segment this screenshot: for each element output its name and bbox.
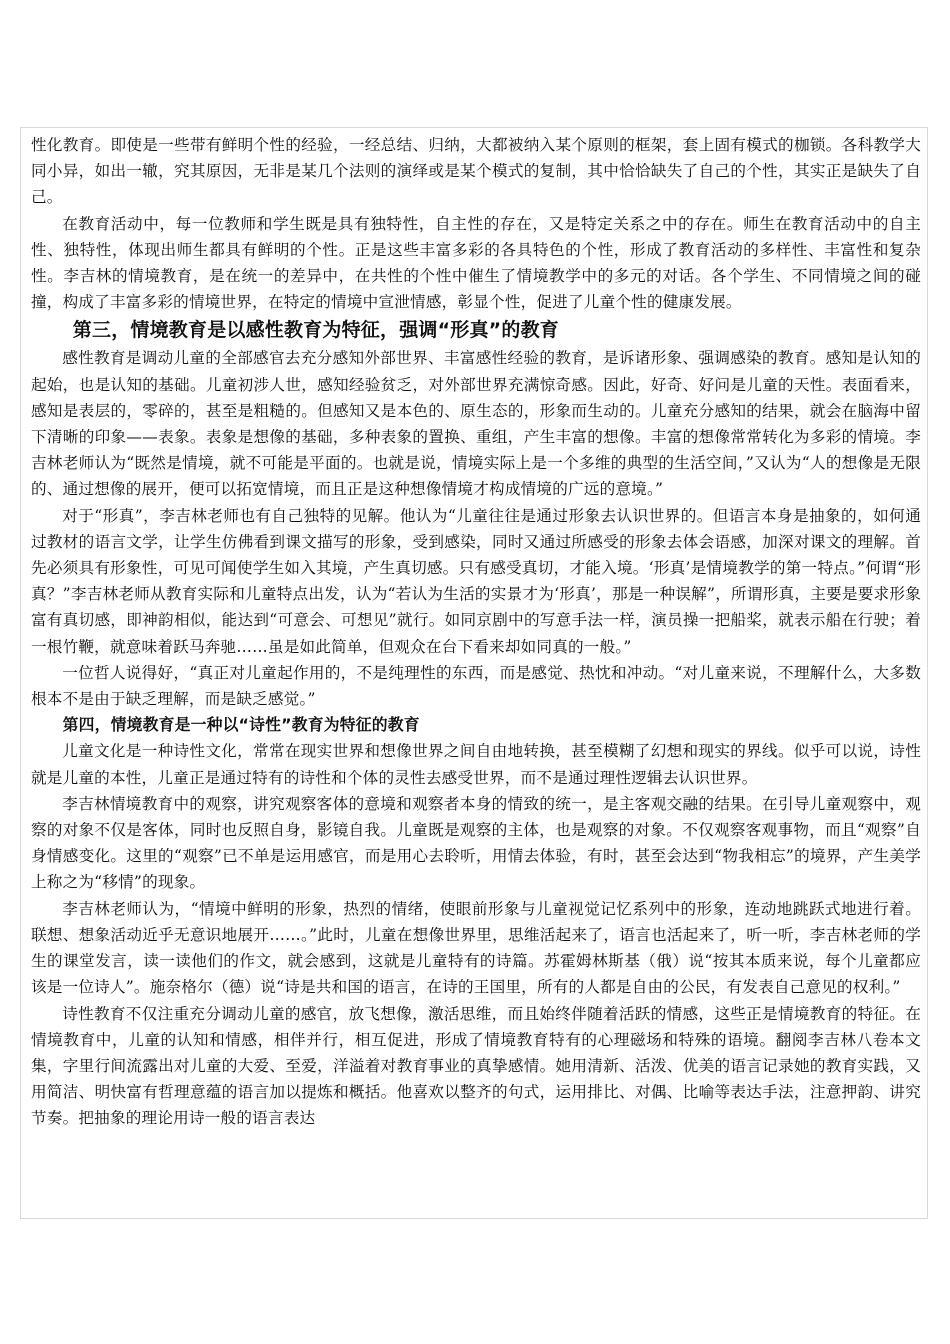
paragraph: 对于“形真”，李吉林老师也有自己独特的见解。他认为“儿童往往是通过形象去认识世界的。但语言本身是抽象的，如何通过教材的语言文学，让学生仿佛看到课文描写的形象，受到感染，同时又通过所感受的形象去体会语感，加深对课文的理解。首先必须具有形象性，可见可闻使学生如入其境，产生真切感。只有感受真切，才能入境。‘形真’是情境教学的第一特点。”何谓“形真？”李吉林老师从教育实际和儿童特点出发，认为“若认为生活的实景才为‘形真’，那是一种误解”，所谓形真，主要是要求形象富有真切感，即神韵相似，能达到“可意会、可想见”就行。如同京剧中的写意手法一样，演员操一把船桨，就表示船在行驶；着一根竹鞭，就意味着跃马奔驰……虽是如此简单，但观众在台下看来却如同真的一般。” [31, 506, 921, 656]
paragraph: 感性教育是调动儿童的全部感官去充分感知外部世界、丰富感性经验的教育，是诉诸形象、强调感染的教育。感知是认知的起始，也是认知的基础。儿童初涉人世，感知经验贫乏，对外部世界充满惊奇感。因此，好奇、好问是儿童的天性。表面看来，感知是表层的，零碎的，甚至是粗糙的。但感知又是本色的、原生态的，形象而生动的。儿童充分感知的结果，就会在脑海中留下清晰的印象——表象。表象是想像的基础，多种表象的置换、重组，产生丰富的想像。丰富的想像常常转化为多彩的情境。李吉林老师认为“既然是情境，就不可能是平面的。也就是说，情境实际上是一个多维的典型的生活空间，”又认为“人的想像是无限的、通过想像的展开，便可以拓宽情境，而且正是这种想像情境才构成情境的广远的意境。” [31, 349, 921, 499]
section-heading-third: 第三，情境教育是以感性教育为特征，强调“形真”的教育 [72, 319, 559, 342]
paragraph: 在教育活动中，每一位教师和学生既是具有独特性，自主性的存在，又是特定关系之中的存在。师生在教育活动中的自主性、独特性，体现出师生都具有鲜明的个性。正是这些丰富多彩的各具特色的个性，形成了教育活动的多样性、丰富性和复杂性。李吉林的情境教育，是在统一的差异中，在共性的个性中催生了情境教学中的多元的对话。各个学生、不同情境之间的碰撞，构成了丰富多彩的情境世界，在特定的情境中宣泄情感，彰显个性，促进了儿童个性的健康发展。 [31, 214, 921, 312]
document-body [31, 132, 921, 1132]
section-heading-fourth: 第四，情境教育是一种以“诗性”教育为特征的教育 [62, 715, 420, 735]
paragraph: 儿童文化是一种诗性文化，常常在现实世界和想像世界之间自由地转换，甚至模糊了幻想和现实的界线。似乎可以说，诗性就是儿童的本性，儿童正是通过特有的诗性和个体的灵性去感受世界，而不是通过理性逻辑去认识世界。 [31, 742, 921, 787]
paragraph: 一位哲人说得好，“真正对儿童起作用的，不是纯理性的东西，而是感觉、热忱和冲动。“对儿童来说，不理解什么，大多数根本不是由于缺乏理解，而是缺乏感觉。” [31, 663, 921, 709]
paragraph: 诗性教育不仅注重充分调动儿童的感官，放飞想像，激活思维，而且始终伴随着活跃的情感，这些正是情境教育的特征。在情境教育中，儿童的认知和情感，相伴并行，相互促进，形成了情境教育特有的心理磁场和特殊的语境。翻阅李吉林八卷本文集，字里行间流露出对儿童的大爱、至爱，洋溢着对教育事业的真挚感情。她用清新、活泼、优美的语言记录她的教育实践，又用简洁、明快富有哲理意蕴的语言加以提炼和概括。他喜欢以整齐的句式，运用排比、对偶、比喻等表达手法，注意押韵、讲究节奏。把抽象的理论用诗一般的语言表达 [31, 1004, 921, 1128]
paragraph-continuation: 性化教育。即使是一些带有鲜明个性的经验，一经总结、归纳，大都被纳入某个原则的框架，套上固有模式的枷锁。各科教学大同小异，如出一辙，究其原因，无非是某几个法则的演绎或是某个模式的复制，其中恰恰缺失了自己的个性，其实正是缺失了自己。 [31, 136, 921, 207]
paragraph: 李吉林老师认为，“情境中鲜明的形象，热烈的情绪，使眼前形象与儿童视觉记忆系列中的形象，连动地跳跃式地进行着。联想、想象活动近乎无意识地展开……。”此时，儿童在想像世界里，思维活起来了，语言也活起来了，听一听，李吉林老师的学生的课堂发言，读一读他们的作文，就会感到，这就是儿童特有的诗篇。苏霍姆林斯基（俄）说“按其本质来说，每个儿童都应该是一位诗人”。施奈格尔（德）说“诗是共和国的语言，在诗的王国里，所有的人都是自由的公民，有发表自己意见的权利。” [31, 899, 921, 997]
paragraph: 李吉林情境教育中的观察，讲究观察客体的意境和观察者本身的情致的统一，是主客观交融的结果。在引导儿童观察中，观察的对象不仅是客体，同时也反照自身，影镜自我。儿童既是观察的主体，也是观察的对象。不仅观察客观事物，而且“观察”自身情感变化。这里的“观察”已不单是运用感官，而是用心去聆听，用情去体验，有时，甚至会达到“物我相忘”的境界，产生美学上称之为“移情”的现象。 [31, 794, 921, 892]
